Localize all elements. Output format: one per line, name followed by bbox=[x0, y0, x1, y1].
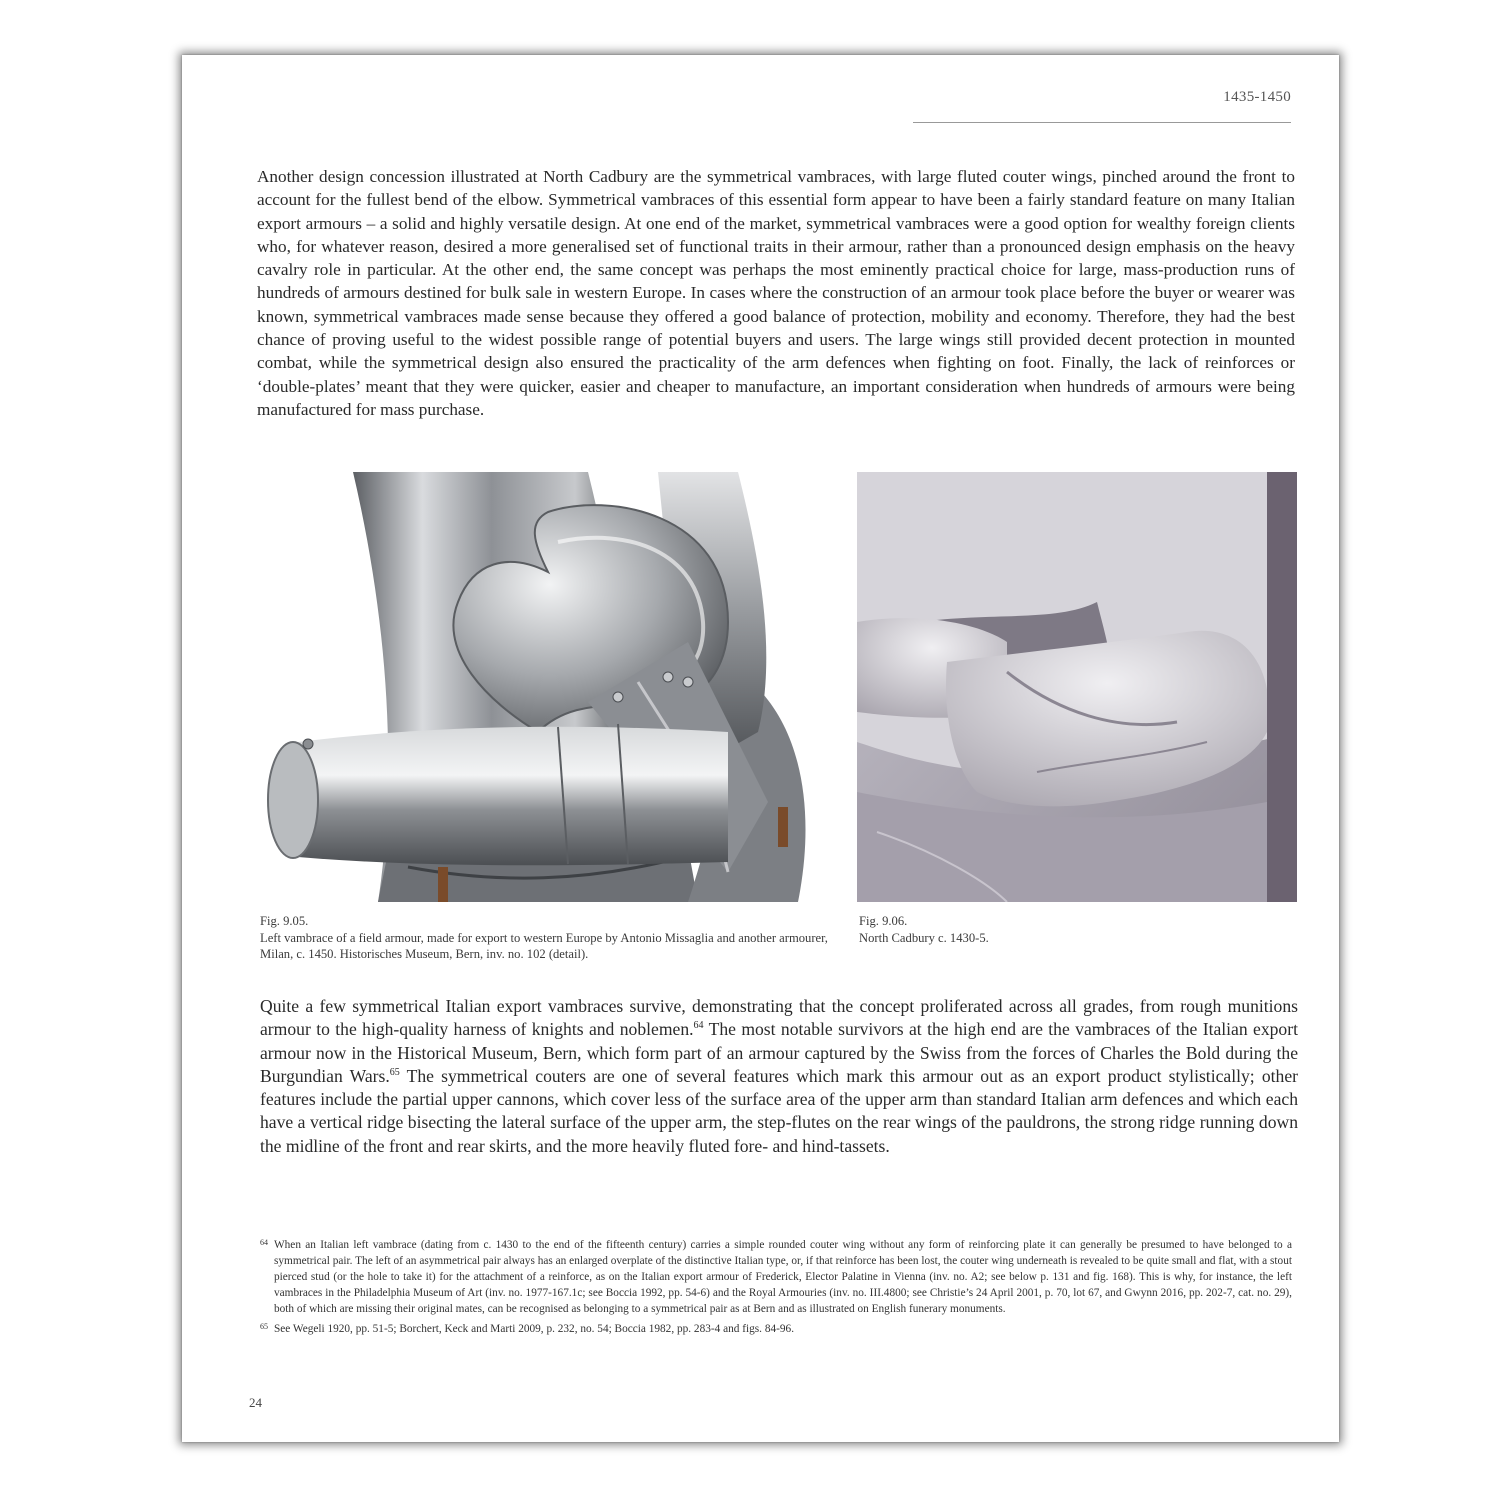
body-paragraph-1: Another design concession illustrated at North Cadbury are the symmetrical vambraces, with large fluted couter wings, pinched around the front to account for the fullest bend of the elbow. Symmetrical vambraces of this essential form appear to have been a fairly standard feature on many Italian export armours – a solid and highly versatile design. At one end of the market, symmetrical vambraces were a good option for wealthy foreign clients who, for whatever reason, desired a more generalised set of functional traits in their armour, rather than a pronounced design emphasis on the heavy cavalry role in particular. At the other end, the same concept was perhaps the most eminently practical choice for large, mass-production runs of hundreds of armours destined for bulk sale in western Europe. In cases where the construction of an armour took place before the buyer or wearer was known, symmetrical vambraces made sense because they offered a good balance of protection, mobility and economy. Therefore, they had the best chance of proving useful to the widest possible range of potential buyers and users. The large wings still provided decent protection in mounted combat, while the symmetrical design also ensured the practicality of the arm defences when fighting on foot. Finally, the lack of reinforces or ‘double-plates’ meant that they were quicker, easier and cheaper to manufacture, an important consideration when hundreds of armours were being manufactured for mass purchase. bbox=[257, 167, 1295, 419]
figure-label: Fig. 9.05. bbox=[260, 914, 309, 928]
footnote-text: When an Italian left vambrace (dating from c. 1430 to the end of the fifteenth century) carries a simple rounded couter wing without any form of reinforcing plate it can generally be presumed to have belonged to a symmetrical pair. The left of an asymmetrical pair always has an enlarged overplate of the distinctive Italian type, or, if that reinforce has been lost, the couter wing underneath is revealed to be quite small and flat, with a stout pierced stud (or the hole to take it) for the attachment of a reinforce, as on the Italian export armour of Frederick, Elector Palatine in Vienna (inv. no. A2; see below p. 131 and fig. 168). This is why, for instance, the left vambraces in the Philadelphia Museum of Art (inv. no. 1977-167.1c; see Boccia 1992, pp. 54-6) and the Royal Armouries (inv. no. III.4800; see Christie’s 24 April 2001, p. 70, lot 67, and Gwynn 2016, pp. 202-7, cat. no. 29), both of which are missing their original mates, can be recognised as belonging to a symmetrical pair as at Bern and as illustrated on English funerary monuments. bbox=[274, 1239, 1292, 1315]
figure-caption-text: Left vambrace of a field armour, made for export to western Europe by Antonio Missaglia and another armourer, Milan, c. 1450. Historisches Museum, Bern, inv. no. 102 (detail). bbox=[260, 930, 828, 961]
footnote-number: 65 bbox=[260, 1321, 268, 1331]
running-head: 1435-1450 bbox=[1223, 89, 1291, 105]
figure-9-05-image bbox=[258, 472, 830, 902]
figure-label: Fig. 9.06. bbox=[859, 914, 908, 928]
footnote-ref-64[interactable]: 64 bbox=[693, 1020, 704, 1032]
armour-vambrace-illustration bbox=[258, 472, 830, 902]
figure-caption-text: North Cadbury c. 1430-5. bbox=[859, 930, 989, 945]
footnotes bbox=[260, 1238, 1292, 1341]
header-rule bbox=[913, 122, 1291, 123]
footnote-65 bbox=[260, 1322, 1292, 1338]
paragraph-2-part-c: The symmetrical couters are one of several features which mark this armour out as an export product stylistically; other features include the partial upper cannons, which cover less of the surface area of the upper arm than standard Italian arm defences and which each have a vertical ridge bisecting the lateral surface of the upper arm, the step-flutes on the rear wings of the pauldrons, the strong ridge running down the midline of the front and rear skirts, and the more heavily fluted fore- and hind-tassets. bbox=[260, 1065, 1298, 1156]
body-paragraph-2 bbox=[260, 995, 1298, 1158]
footnote-ref-65[interactable]: 65 bbox=[389, 1067, 400, 1079]
figure-9-06-image bbox=[857, 472, 1297, 902]
page-number: 24 bbox=[249, 1395, 262, 1410]
stone-effigy-illustration bbox=[857, 472, 1297, 902]
paragraph-2-part-b: The most notable survivors at the high end are the vambraces of the Italian export armour now in the Historical Museum, Bern, which form part of an armour captured by the Swiss from the forces of Charles the Bold during the Burgundian Wars. bbox=[260, 1019, 1298, 1086]
paragraph-2-part-a: Quite a few symmetrical Italian export vambraces survive, demonstrating that the concept proliferated across all grades, from rough munitions armour to the high-quality harness of knights and noblemen. bbox=[260, 996, 1298, 1040]
figure-9-06-caption bbox=[859, 913, 1279, 946]
footnote-number: 64 bbox=[260, 1238, 268, 1247]
footnote-64 bbox=[260, 1238, 1292, 1318]
footnote-text: See Wegeli 1920, pp. 51-5; Borchert, Keck and Marti 2009, p. 232, no. 54; Boccia 1982, pp. 283-4 and figs. 84-96. bbox=[274, 1322, 795, 1335]
book-page bbox=[182, 55, 1339, 1442]
figure-9-05-caption bbox=[260, 913, 840, 963]
